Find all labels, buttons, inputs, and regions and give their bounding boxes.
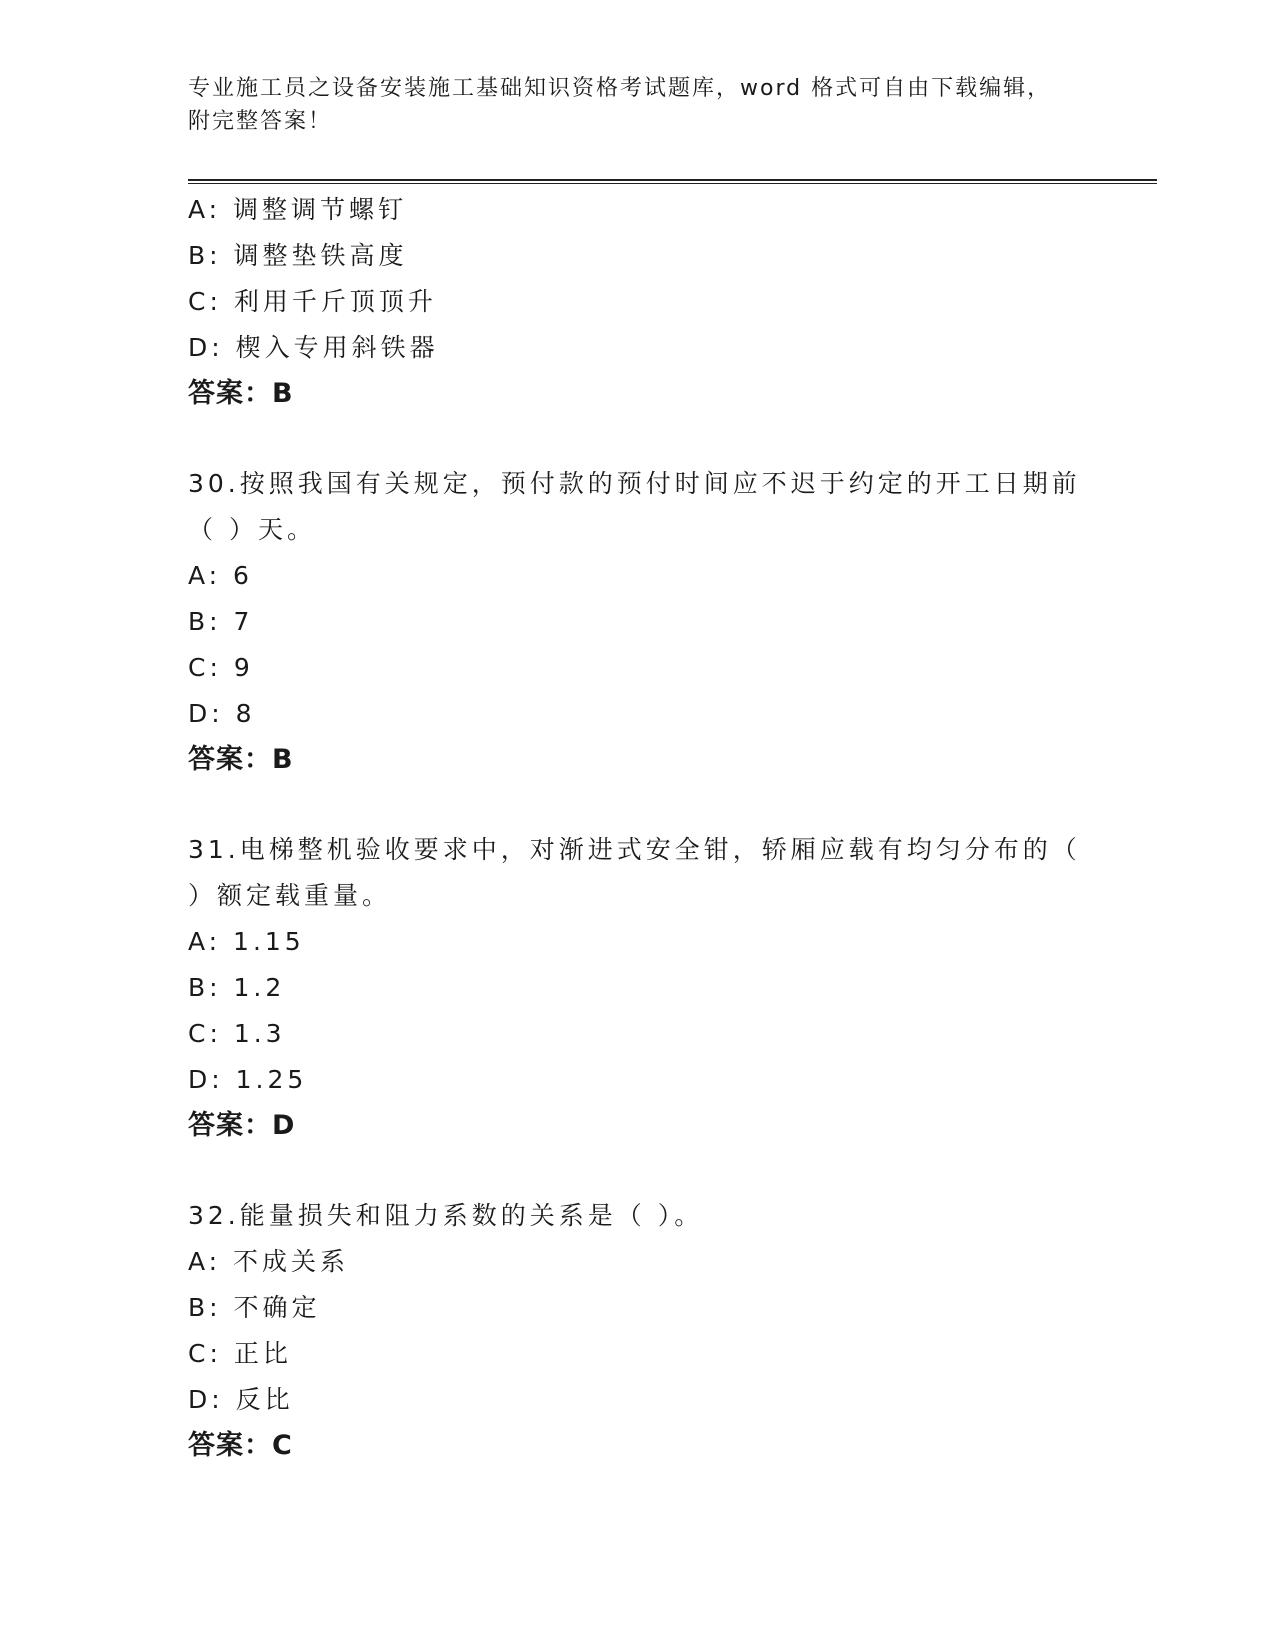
question-29-block <box>188 187 1088 417</box>
question-31-block <box>188 827 1088 1149</box>
answer-line: 答案：B <box>188 378 294 409</box>
document-header <box>188 72 1088 138</box>
question-text-line-2: （ ）天。 <box>188 515 316 544</box>
block-spacer <box>188 783 1088 827</box>
answer-line: 答案：C <box>188 1430 293 1461</box>
option-a: A: 调整调节螺钉 <box>188 195 408 224</box>
header-text-line-1: 专业施工员之设备安装施工基础知识资格考试题库，word 格式可自由下载编辑， <box>188 76 1052 101</box>
option-b: B: 7 <box>188 607 254 636</box>
answer-line: 答案：D <box>188 1110 296 1141</box>
question-text-line-1: 31.电梯整机验收要求中，对渐进式安全钳，轿厢应载有均匀分布的（ <box>188 835 1081 864</box>
option-a: A: 1.15 <box>188 927 305 956</box>
block-spacer <box>188 417 1088 461</box>
option-c: C: 正比 <box>188 1339 292 1368</box>
option-c: C: 9 <box>188 653 254 682</box>
option-b: B: 不确定 <box>188 1293 321 1322</box>
block-spacer <box>188 1149 1088 1193</box>
option-d: D: 8 <box>188 699 256 728</box>
option-d: D: 1.25 <box>188 1065 308 1094</box>
option-c: C: 1.3 <box>188 1019 286 1048</box>
question-text-line-1: 32.能量损失和阻力系数的关系是（ ）。 <box>188 1201 704 1230</box>
option-c: C: 利用千斤顶顶升 <box>188 287 437 316</box>
header-divider-thin <box>188 183 1157 184</box>
question-list <box>188 187 1088 1469</box>
question-text-line-2: ）额定载重量。 <box>188 881 392 910</box>
option-d: D: 反比 <box>188 1385 294 1414</box>
option-d: D: 楔入专用斜铁器 <box>188 333 439 362</box>
option-b: B: 1.2 <box>188 973 286 1002</box>
option-a: A: 6 <box>188 561 253 590</box>
header-divider-thick <box>188 179 1157 181</box>
question-text-line-1: 30.按照我国有关规定，预付款的预付时间应不迟于约定的开工日期前 <box>188 469 1081 498</box>
header-text-line-2: 附完整答案！ <box>188 109 333 134</box>
question-30-block <box>188 461 1088 783</box>
option-a: A: 不成关系 <box>188 1247 350 1276</box>
question-32-block <box>188 1193 1088 1469</box>
answer-line: 答案：B <box>188 744 294 775</box>
option-b: B: 调整垫铁高度 <box>188 241 408 270</box>
